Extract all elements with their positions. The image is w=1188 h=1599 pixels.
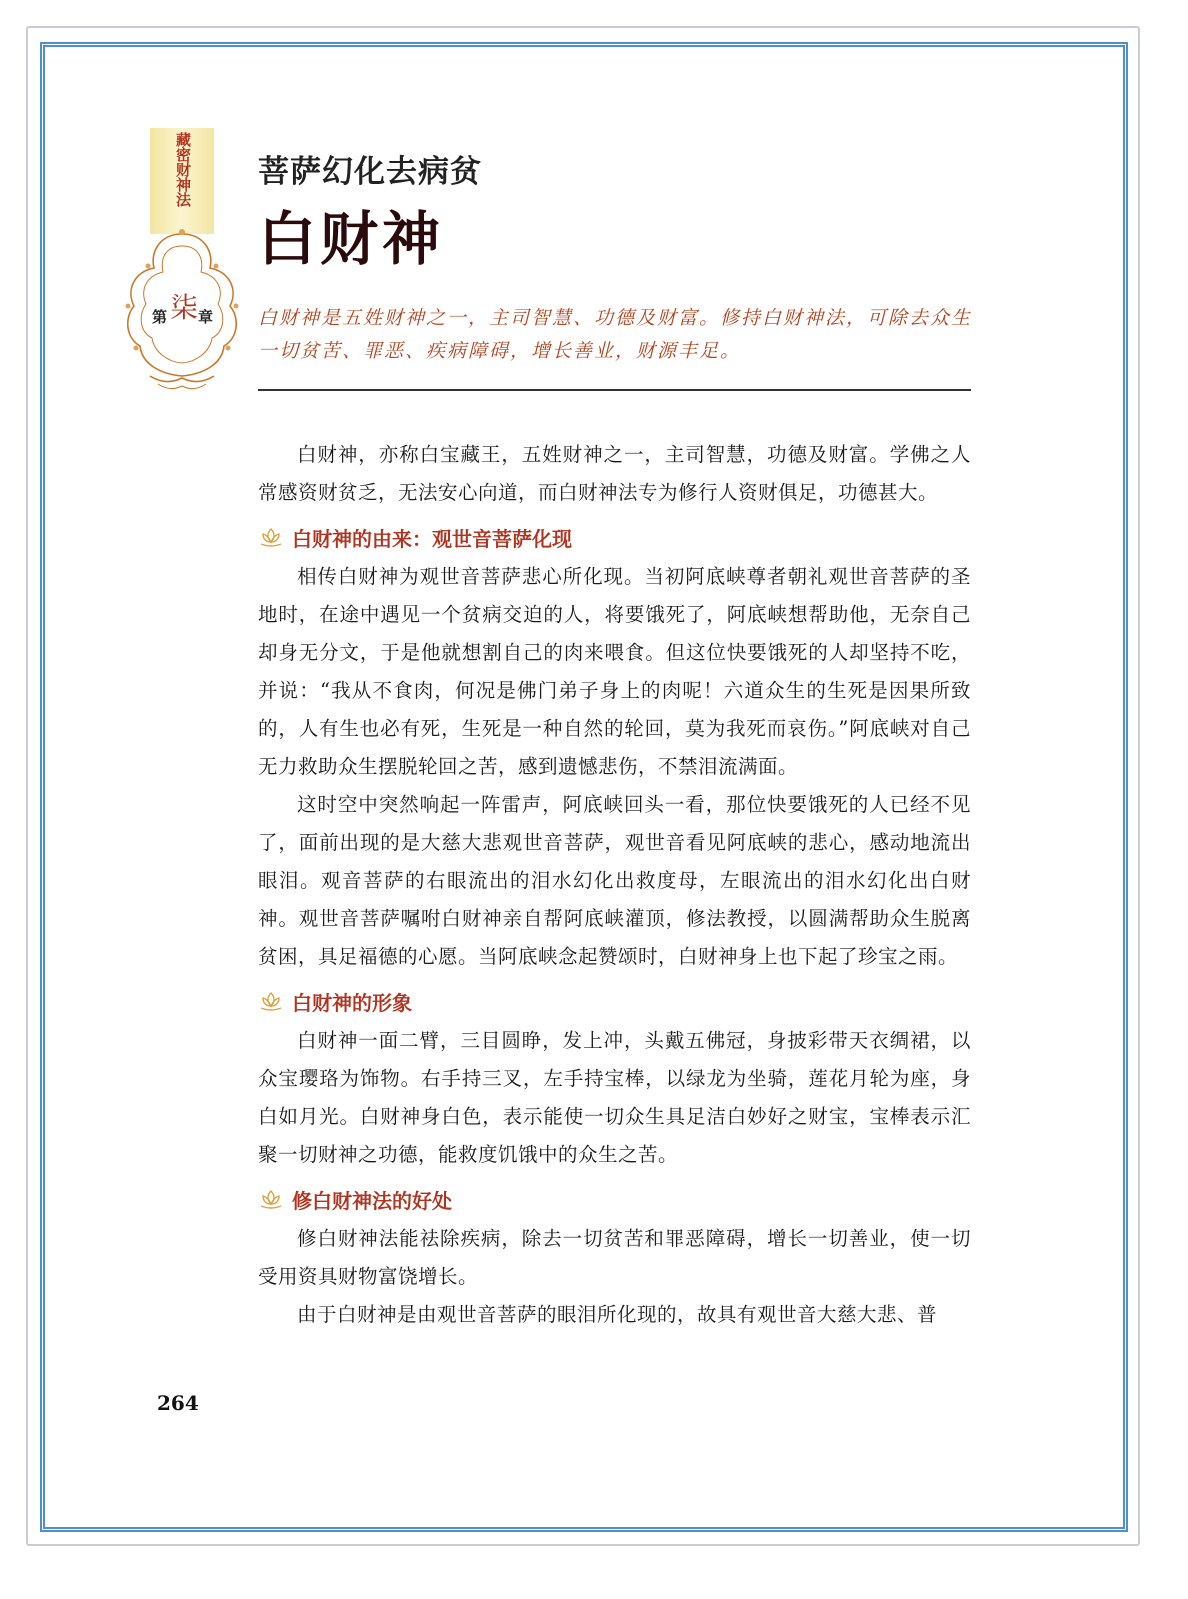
book-title-tab-text: 藏密财神法: [174, 132, 192, 207]
chapter-summary: 白财神是五姓财神之一，主司智慧、功德及财富。修持白财神法，可除去众生一切贫苦、罪恶、疾病障碍，增长善业，财源丰足。: [258, 307, 973, 362]
chapter-subtitle: 菩萨幻化去病贫: [258, 154, 482, 190]
section-heading-text: 修白财神法的好处: [292, 1188, 452, 1213]
section-heading-benefits: [258, 1180, 971, 1218]
chapter-prefix: 第: [152, 308, 168, 326]
lotus-icon: [258, 990, 284, 1012]
lotus-icon: [258, 1188, 284, 1210]
intro-paragraph: 白财神，亦称白宝藏王，五姓财神之一，主司智慧，功德及财富。学佛之人常感资财贫乏，无法安心向道，而白财神法专为修行人资财俱足，功德甚大。: [258, 443, 971, 504]
section-heading-text: 白财神的形象: [292, 990, 412, 1015]
body-paragraph: 这时空中突然响起一阵雷声，阿底峡回头一看，那位快要饿死的人已经不见了，面前出现的是大慈大悲观世音菩萨，观世音看见阿底峡的悲心，感动地流出眼泪。观音菩萨的右眼流出的泪水幻化出救度母，左眼流出的泪水幻化出白财神。观世音菩萨嘱咐白财神亲自帮阿底峡灌顶，修法教授，以圆满帮助众生脱离贫困，具足福德的心愿。当阿底峡念起赞颂时，白财神身上也下起了珍宝之雨。: [258, 793, 971, 968]
body-paragraph: 修白财神法能祛除疾病，除去一切贫苦和罪恶障碍，增长一切善业，使一切受用资具财物富饶增长。: [258, 1227, 971, 1288]
body-paragraph: 相传白财神为观世音菩萨悲心所化现。当初阿底峡尊者朝礼观世音菩萨的圣地时，在途中遇见一个贫病交迫的人，将要饿死了，阿底峡想帮助他，无奈自己却身无分文，于是他就想割自己的肉来喂食。但这位快要饿死的人却坚持不吃，并说：“我从不食肉，何况是佛门弟子身上的肉呢！六道众生的生死是因果所致的，人有生也必有死，生死是一种自然的轮回，莫为我死而哀伤。”阿底峡对自己无力救助众生摆脱轮回之苦，感到遗憾悲伤，不禁泪流满面。: [258, 565, 971, 778]
chapter-suffix: 章: [198, 308, 214, 326]
article-body: [258, 436, 971, 1334]
chapter-number: 柒: [170, 291, 199, 324]
lotus-icon: [258, 526, 284, 548]
section-heading-text: 白财神的由来：观世音菩萨化现: [292, 526, 572, 551]
book-title-tab: [150, 128, 214, 234]
header-divider: [258, 389, 971, 391]
section-heading-appearance: [258, 982, 971, 1020]
page-number: 264: [157, 1391, 199, 1415]
chapter-title: 白财神: [258, 205, 445, 273]
section-heading-origin: [258, 518, 971, 556]
body-paragraph: 白财神一面二臂，三目圆睁，发上冲，头戴五佛冠，身披彩带天衣绸裙，以众宝璎珞为饰物。右手持三叉，左手持宝棒，以绿龙为坐骑，莲花月轮为座，身白如月光。白财神身白色，表示能使一切众生具足洁白妙好之财宝，宝棒表示汇聚一切财神之功德，能救度饥饿中的众生之苦。: [258, 1029, 971, 1166]
body-paragraph: 由于白财神是由观世音菩萨的眼泪所化现的，故具有观世音大慈大悲、普: [297, 1303, 938, 1326]
